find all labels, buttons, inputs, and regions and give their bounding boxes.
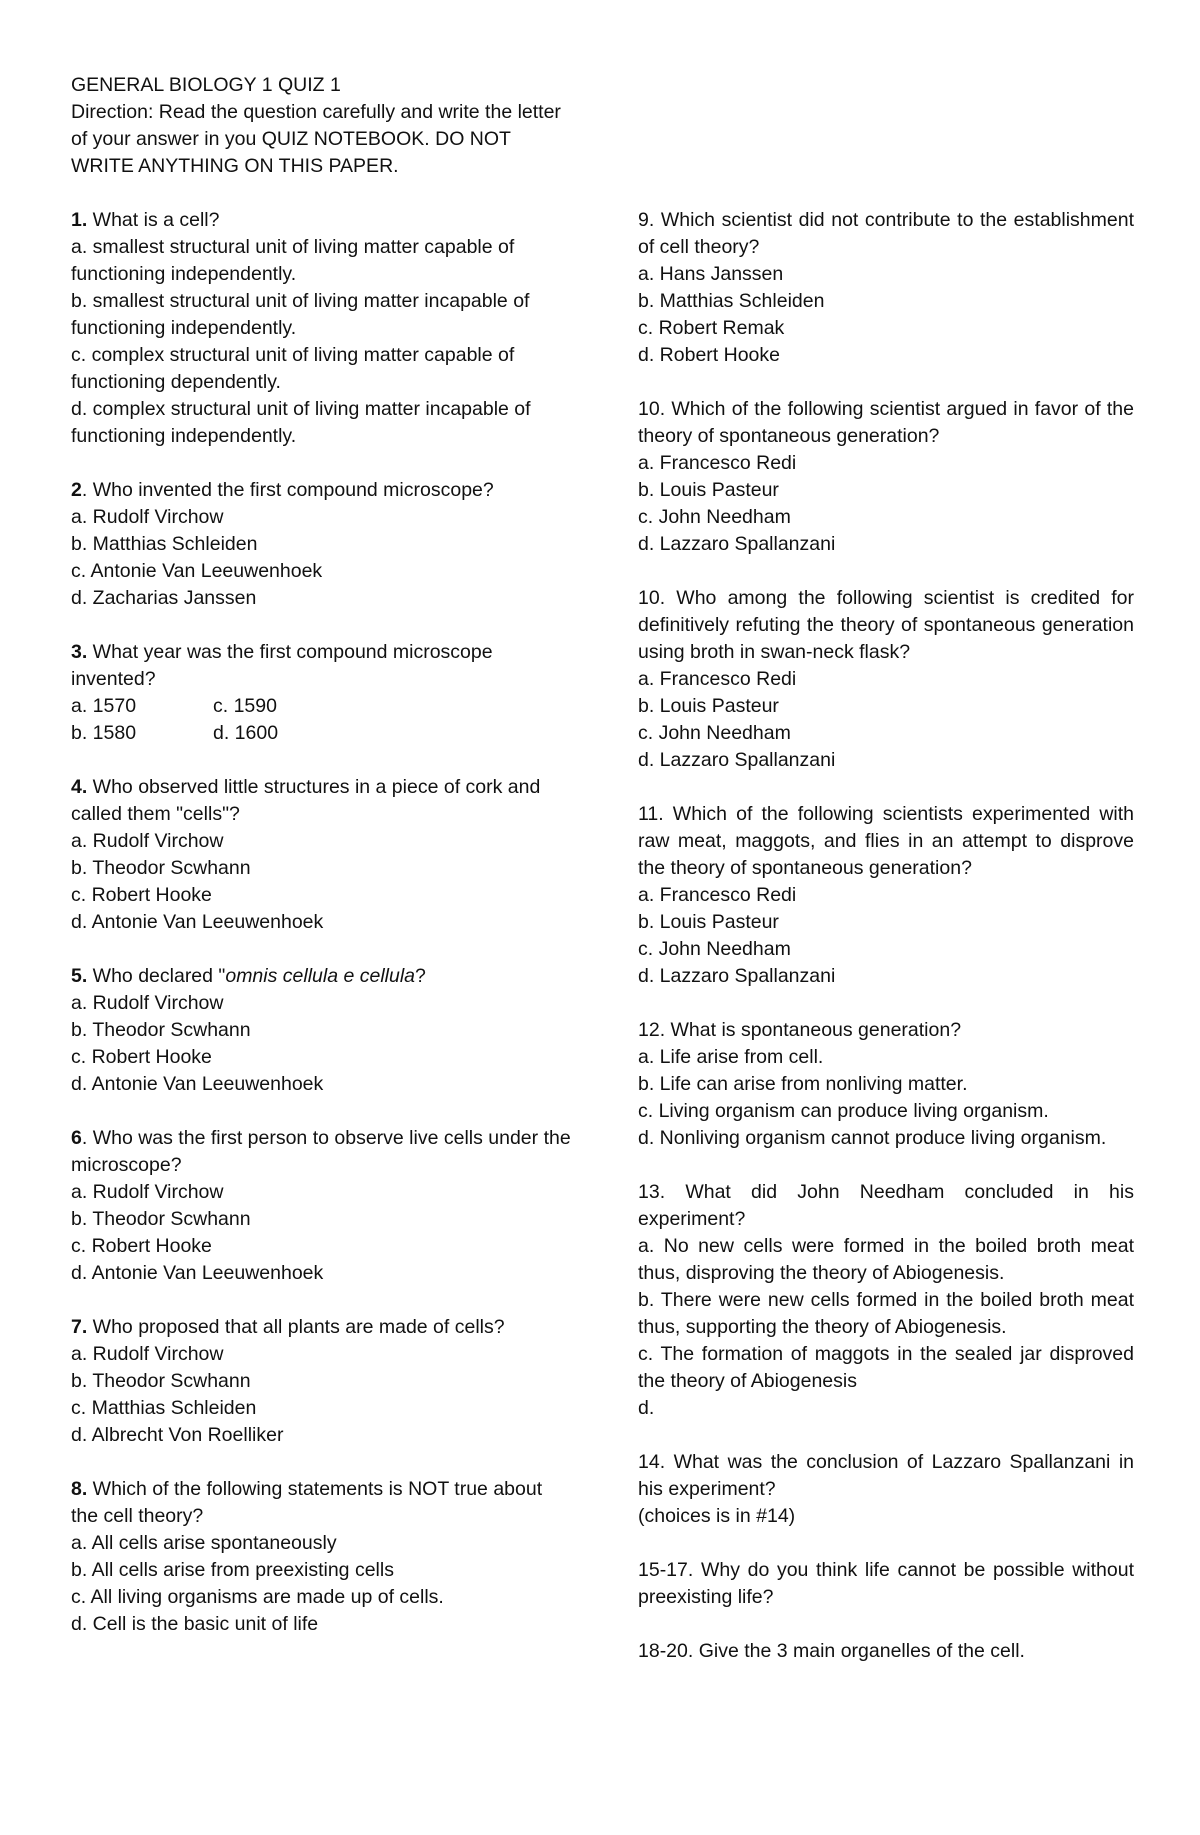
choice-a: a. No new cells were formed in the boiled broth meat thus, disproving the theory of Abiogenesis.	[638, 1235, 1134, 1284]
question-9	[638, 207, 1134, 369]
choice-a: a. Rudolf Virchow	[71, 830, 224, 852]
choice-a: a. 1570	[71, 695, 137, 717]
choice-d: d. 1600	[213, 722, 279, 744]
question-stem: 10. Who among the following scientist is credited for definitively refuting the theory of spontaneous generation using broth in swan-neck flask?	[638, 587, 1134, 663]
choice-a: a. smallest structural unit of living matter capable of functioning independently.	[71, 236, 515, 285]
choice-b: b. Matthias Schleiden	[638, 290, 825, 312]
question-stem: 12. What is spontaneous generation?	[638, 1019, 962, 1041]
question-stem: 4. Who observed little structures in a piece of cork and called them "cells"?	[71, 776, 541, 825]
choice-d: d. Antonie Van Leeuwenhoek	[71, 1073, 324, 1095]
question-stem: 6. Who was the first person to observe live cells under the microscope?	[71, 1127, 571, 1176]
choice-b: b. Louis Pasteur	[638, 911, 779, 933]
choice-c: c. Robert Hooke	[71, 1235, 212, 1257]
question-stem: 5. Who declared "omnis cellula e cellula?	[71, 965, 426, 987]
choice-b: b. There were new cells formed in the boiled broth meat thus, supporting the theory of Abiogenesis.	[638, 1289, 1134, 1338]
choice-c: c. Robert Hooke	[71, 884, 212, 906]
choice-b: b. Theodor Scwhann	[71, 1019, 251, 1041]
choice-c: c. John Needham	[638, 506, 791, 528]
question-stem: 7. Who proposed that all plants are made of cells?	[71, 1316, 505, 1338]
choice-b: b. Louis Pasteur	[638, 695, 779, 717]
question-12	[638, 1017, 1134, 1152]
question-14	[638, 1449, 1134, 1530]
question-7	[71, 1314, 571, 1449]
left-column	[71, 207, 571, 1665]
question-10b	[638, 585, 1134, 774]
choice-c: c. Robert Remak	[638, 317, 785, 339]
choice-c: c. John Needham	[638, 938, 791, 960]
question-stem: 2. Who invented the first compound microscope?	[71, 479, 494, 501]
question-5	[71, 963, 571, 1098]
choice-d: d. Zacharias Janssen	[71, 587, 257, 609]
question-stem: 9. Which scientist did not contribute to the establishment of cell theory?	[638, 209, 1134, 258]
choice-grid	[71, 693, 571, 747]
question-stem: 10. Which of the following scientist argued in favor of the theory of spontaneous generation?	[638, 398, 1134, 447]
question-stem: 18-20. Give the 3 main organelles of the cell.	[638, 1640, 1025, 1662]
directions: Direction: Read the question carefully and write the letter of your answer in you QUIZ NOTEBOOK. DO NOT WRITE ANYTHING ON THIS PAPER.	[71, 101, 561, 177]
choice-c: c. Matthias Schleiden	[71, 1397, 257, 1419]
choice-d: d. Robert Hooke	[638, 344, 780, 366]
question-10a	[638, 396, 1134, 558]
choice-d: d. Cell is the basic unit of life	[71, 1613, 319, 1635]
question-stem: 14. What was the conclusion of Lazzaro Spallanzani in his experiment?	[638, 1451, 1134, 1500]
question-18-20	[638, 1638, 1134, 1665]
question-stem: 15-17. Why do you think life cannot be possible without preexisting life?	[638, 1559, 1134, 1608]
question-stem: 8. Which of the following statements is NOT true about the cell theory?	[71, 1478, 543, 1527]
choice-c: c. 1590	[213, 695, 277, 717]
choice-a: a. Rudolf Virchow	[71, 1181, 224, 1203]
quiz-header	[71, 72, 571, 180]
choice-a: a. Hans Janssen	[638, 263, 784, 285]
choice-d: d. Albrecht Von Roelliker	[71, 1424, 284, 1446]
choice-a: a. Life arise from cell.	[638, 1046, 824, 1068]
question-stem: 13. What did John Needham concluded in his experiment?	[638, 1181, 1134, 1230]
question-2	[71, 477, 571, 612]
choice-d: d. Antonie Van Leeuwenhoek	[71, 911, 324, 933]
choice-d: d. Lazzaro Spallanzani	[638, 533, 836, 555]
question-13	[638, 1179, 1134, 1422]
question-stem: 1. What is a cell?	[71, 209, 220, 231]
choice-d: d.	[638, 1397, 655, 1419]
question-8	[71, 1476, 571, 1638]
question-stem: 11. Which of the following scientists experimented with raw meat, maggots, and flies in an attempt to disprove the theory of spontaneous generation?	[638, 803, 1134, 879]
choice-c: c. John Needham	[638, 722, 791, 744]
choice-c: c. complex structural unit of living matter capable of functioning dependently.	[71, 344, 515, 393]
right-column	[638, 207, 1134, 1692]
question-6	[71, 1125, 571, 1287]
question-3	[71, 639, 571, 747]
choice-c: c. Robert Hooke	[71, 1046, 212, 1068]
choice-b: b. All cells arise from preexisting cells	[71, 1559, 394, 1581]
choice-c: c. Living organism can produce living organism.	[638, 1100, 1049, 1122]
question-1	[71, 207, 571, 450]
choice-c: c. Antonie Van Leeuwenhoek	[71, 560, 323, 582]
question-4	[71, 774, 571, 936]
choice-a: a. Rudolf Virchow	[71, 1343, 224, 1365]
choice-b: b. Louis Pasteur	[638, 479, 779, 501]
choice-b: b. Theodor Scwhann	[71, 857, 251, 879]
choices-note: (choices is in #14)	[638, 1505, 796, 1527]
choice-d: d. Antonie Van Leeuwenhoek	[71, 1262, 324, 1284]
choice-a: a. Rudolf Virchow	[71, 992, 224, 1014]
choice-a: a. All cells arise spontaneously	[71, 1532, 337, 1554]
choice-b: b. 1580	[71, 722, 137, 744]
question-stem: 3. What year was the first compound microscope invented?	[71, 641, 493, 690]
choice-b: b. Theodor Scwhann	[71, 1370, 251, 1392]
choice-d: d. complex structural unit of living matter incapable of functioning independently.	[71, 398, 531, 447]
choice-a: a. Francesco Redi	[638, 668, 797, 690]
choice-d: d. Nonliving organism cannot produce living organism.	[638, 1127, 1107, 1149]
choice-d: d. Lazzaro Spallanzani	[638, 965, 836, 987]
choice-b: b. smallest structural unit of living matter incapable of functioning independently.	[71, 290, 530, 339]
choice-b: b. Matthias Schleiden	[71, 533, 258, 555]
choice-a: a. Francesco Redi	[638, 884, 797, 906]
choice-b: b. Life can arise from nonliving matter.	[638, 1073, 968, 1095]
question-11	[638, 801, 1134, 990]
choice-c: c. The formation of maggots in the sealed jar disproved the theory of Abiogenesis	[638, 1343, 1134, 1392]
choice-a: a. Francesco Redi	[638, 452, 797, 474]
choice-c: c. All living organisms are made up of cells.	[71, 1586, 444, 1608]
choice-b: b. Theodor Scwhann	[71, 1208, 251, 1230]
page-title: GENERAL BIOLOGY 1 QUIZ 1	[71, 74, 341, 96]
choice-d: d. Lazzaro Spallanzani	[638, 749, 836, 771]
question-15-17	[638, 1557, 1134, 1611]
choice-a: a. Rudolf Virchow	[71, 506, 224, 528]
